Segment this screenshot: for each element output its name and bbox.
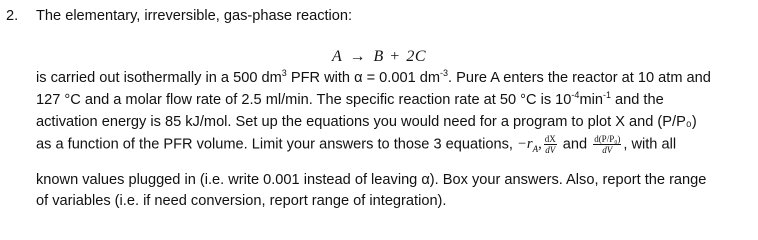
line-2-superscript-2: -1	[602, 90, 611, 100]
plus-sign: +	[390, 48, 400, 65]
paragraph-line-2	[36, 92, 664, 108]
line-1-superscript-2: -3	[440, 68, 449, 78]
dp-denominator: dV	[602, 145, 613, 155]
line-3-text: activation energy is 85 kJ/mol. Set up the equations you would need for a program to plot X and (P/P₀)	[36, 114, 697, 130]
paragraph-line-5	[36, 172, 706, 188]
line-2-text-b: min	[579, 92, 603, 108]
dx-denominator: dV	[545, 145, 556, 155]
line-5-text: known values plugged in (i.e. write 0.001 instead of leaving α). Box your answers. Also, report the range	[36, 172, 707, 188]
line-2-text-c: and the	[610, 92, 664, 108]
question-number: 2.	[6, 8, 19, 24]
line-1-superscript-1: 3	[281, 68, 287, 78]
line-4-and: and	[558, 136, 592, 153]
line-1-text-a: is carried out isothermally in a 500 dm	[36, 70, 282, 86]
paragraph-line-6	[36, 193, 446, 209]
product-2: 2C	[406, 48, 426, 65]
line-1-text-b: PFR with α = 0.001 dm	[286, 70, 441, 86]
dx-numerator: dX	[544, 134, 556, 144]
reaction-arrow: →	[349, 48, 366, 65]
line-2-superscript-1: -4	[571, 90, 580, 100]
rate-subscript: A	[532, 143, 539, 154]
line-1-text-c: . Pure A enters the reactor at 10 atm and	[448, 70, 711, 86]
rate-comma: ,	[538, 135, 542, 152]
dx-dv-fraction	[544, 134, 557, 155]
paragraph-line-1	[36, 70, 711, 86]
line-4-text-a: as a function of the PFR volume. Limit your answers to those 3 equations,	[36, 136, 518, 153]
product-1: B	[373, 48, 384, 65]
dp-numerator: d(P/P₀)	[594, 134, 621, 144]
question-intro: The elementary, irreversible, gas-phase reaction:	[36, 8, 353, 24]
rate-expression	[517, 136, 542, 152]
reactant: A	[332, 48, 342, 65]
line-6-text: of variables (i.e. if need conversion, report range of integration).	[36, 193, 447, 209]
reaction-equation	[0, 48, 758, 66]
dp-dv-fraction	[593, 134, 621, 155]
line-4-text-b: , with all	[623, 136, 677, 153]
paragraph-line-4	[36, 134, 676, 155]
rate-symbol: −r	[517, 135, 533, 152]
line-2-text-a: 127 °C and a molar flow rate of 2.5 ml/min. The specific reaction rate at 50 °C is 10	[36, 92, 572, 108]
paragraph-line-3	[36, 114, 697, 130]
